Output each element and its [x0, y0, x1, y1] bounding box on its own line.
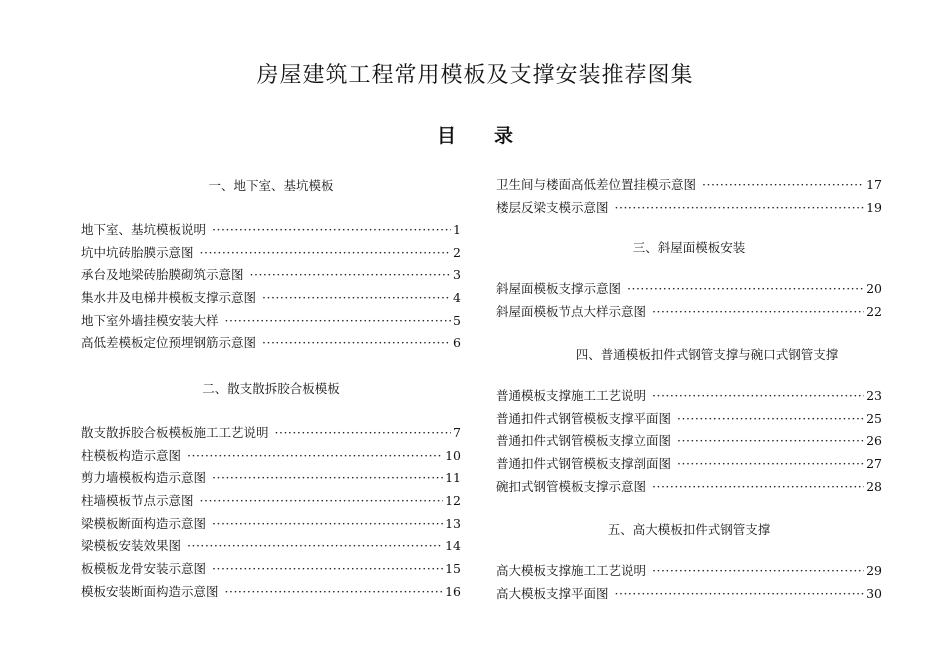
entry-label: 剪力墙模板构造示意图	[81, 470, 207, 486]
dot-leader	[225, 310, 452, 333]
toc-entry[interactable]	[81, 467, 461, 490]
entry-page-number: 26	[866, 433, 882, 449]
toc-entry[interactable]	[496, 430, 882, 453]
entry-label: 地下室外墙挂模安装大样	[81, 312, 219, 328]
section-entries	[81, 422, 461, 604]
dot-leader	[225, 581, 444, 604]
entry-page-number: 11	[445, 470, 461, 486]
toc-section	[496, 345, 882, 498]
dot-leader	[212, 467, 443, 490]
entry-page-number: 4	[453, 290, 461, 306]
entry-label: 普通模板支撑施工工艺说明	[496, 388, 647, 403]
entry-label: 斜屋面模板节点大样示意图	[496, 303, 647, 319]
section-heading: 三、斜屋面模板安装	[632, 240, 746, 255]
toc-section	[81, 379, 461, 604]
entry-page-number: 5	[453, 312, 461, 328]
entry-label: 散支散拆胶合板模板施工工艺说明	[81, 425, 269, 440]
section-heading: 二、散支散拆胶合板模板	[202, 381, 340, 396]
entry-label: 柱墙模板节点示意图	[81, 493, 194, 509]
entry-label: 卫生间与楼面高低差位置挂模示意图	[496, 177, 697, 192]
toc-entry[interactable]	[81, 535, 461, 558]
toc-entry[interactable]	[496, 583, 882, 606]
toc-entry[interactable]	[81, 219, 461, 242]
toc-section	[496, 520, 882, 605]
section-entries	[496, 560, 882, 605]
entry-page-number: 17	[866, 177, 882, 192]
entry-label: 高低差模板定位预埋钢筋示意图	[81, 335, 257, 351]
toc-entry[interactable]	[496, 560, 882, 583]
entry-page-number: 14	[445, 538, 461, 554]
dot-leader	[677, 453, 864, 476]
entry-label: 承台及地梁砖胎膜砌筑示意图	[81, 267, 244, 283]
dot-leader	[652, 560, 864, 583]
entry-label: 高大模板支撑施工工艺说明	[496, 563, 647, 578]
dot-leader	[262, 287, 451, 310]
toc-section	[496, 174, 882, 219]
entry-page-number: 2	[453, 244, 461, 260]
section-heading: 五、高大模板扣件式钢管支撑	[607, 522, 771, 537]
entry-page-number: 12	[445, 493, 461, 509]
toc-heading: 目 录	[436, 125, 513, 147]
dot-leader	[212, 219, 451, 242]
document-title: 房屋建筑工程常用模板及支撑安装推荐图集	[256, 63, 694, 88]
dot-leader	[652, 301, 864, 324]
toc-entry[interactable]	[496, 408, 882, 431]
toc-entry[interactable]	[496, 476, 882, 499]
dot-leader	[677, 430, 864, 453]
dot-leader	[187, 535, 443, 558]
entry-page-number: 25	[866, 410, 882, 426]
toc-entry[interactable]	[496, 174, 882, 197]
entry-label: 地下室、基坑模板说明	[81, 222, 207, 237]
dot-leader	[250, 264, 452, 287]
toc-entry[interactable]	[81, 490, 461, 513]
toc-entry[interactable]	[496, 278, 882, 301]
section-entries	[496, 278, 882, 323]
dot-leader	[200, 242, 452, 265]
toc-entry[interactable]	[496, 197, 882, 220]
dot-leader	[615, 583, 865, 606]
dot-leader	[187, 445, 443, 468]
dot-leader	[212, 513, 443, 536]
entry-label: 普通扣件式钢管模板支撑立面图	[496, 433, 672, 449]
toc-section	[496, 238, 882, 323]
toc-entry[interactable]	[496, 301, 882, 324]
entry-page-number: 16	[445, 583, 461, 599]
entry-label: 普通扣件式钢管模板支撑平面图	[496, 410, 672, 426]
dot-leader	[200, 490, 444, 513]
entry-page-number: 23	[866, 388, 882, 403]
toc-entry[interactable]	[81, 310, 461, 333]
entry-label: 梁模板安装效果图	[81, 538, 182, 554]
entry-label: 斜屋面模板支撑示意图	[496, 281, 622, 296]
toc-entry[interactable]	[81, 513, 461, 536]
dot-leader	[262, 332, 451, 355]
dot-leader	[615, 197, 865, 220]
dot-leader	[677, 408, 864, 431]
entry-page-number: 10	[445, 447, 461, 463]
dot-leader	[212, 558, 443, 581]
entry-page-number: 3	[453, 267, 461, 283]
dot-leader	[652, 385, 864, 408]
dot-leader	[275, 422, 452, 445]
entry-page-number: 7	[453, 425, 461, 440]
entry-label: 柱模板构造示意图	[81, 447, 182, 463]
toc-entry[interactable]	[81, 445, 461, 468]
entry-page-number: 19	[866, 199, 882, 215]
dot-leader	[627, 278, 864, 301]
entry-label: 坑中坑砖胎膜示意图	[81, 244, 194, 260]
toc-entry[interactable]	[81, 558, 461, 581]
section-entries	[496, 385, 882, 498]
entry-label: 模板安装断面构造示意图	[81, 583, 219, 599]
entry-page-number: 28	[866, 478, 882, 494]
entry-page-number: 6	[453, 335, 461, 351]
entry-label: 高大模板支撑平面图	[496, 585, 609, 601]
entry-label: 板模板龙骨安装示意图	[81, 561, 207, 577]
toc-entry[interactable]	[81, 287, 461, 310]
entry-page-number: 30	[866, 585, 882, 601]
entry-page-number: 27	[866, 456, 882, 472]
entry-label: 集水井及电梯井模板支撑示意图	[81, 290, 257, 306]
entry-label: 楼层反梁支模示意图	[496, 199, 609, 215]
toc-entry[interactable]	[81, 264, 461, 287]
dot-leader	[702, 174, 864, 197]
toc-entry[interactable]	[496, 385, 882, 408]
toc-entry[interactable]	[496, 453, 882, 476]
entry-page-number: 1	[453, 222, 461, 237]
entry-label: 碗扣式钢管模板支撑示意图	[496, 478, 647, 494]
entry-page-number: 22	[866, 303, 882, 319]
dot-leader	[652, 476, 864, 499]
entry-page-number: 15	[445, 561, 461, 577]
entry-page-number: 13	[445, 515, 461, 531]
entry-page-number: 29	[866, 563, 882, 578]
section-heading: 一、地下室、基坑模板	[208, 178, 334, 193]
section-heading: 四、普通模板扣件式钢管支撑与碗口式钢管支撑	[575, 347, 839, 362]
entry-label: 梁模板断面构造示意图	[81, 515, 207, 531]
entry-page-number: 20	[866, 281, 882, 296]
entry-label: 普通扣件式钢管模板支撑剖面图	[496, 456, 672, 472]
toc-entry[interactable]	[81, 581, 461, 604]
section-entries	[81, 219, 461, 355]
toc-section	[81, 176, 461, 355]
toc-entry[interactable]	[81, 422, 461, 445]
section-entries	[496, 174, 882, 219]
toc-entry[interactable]	[81, 332, 461, 355]
toc-entry[interactable]	[81, 242, 461, 265]
